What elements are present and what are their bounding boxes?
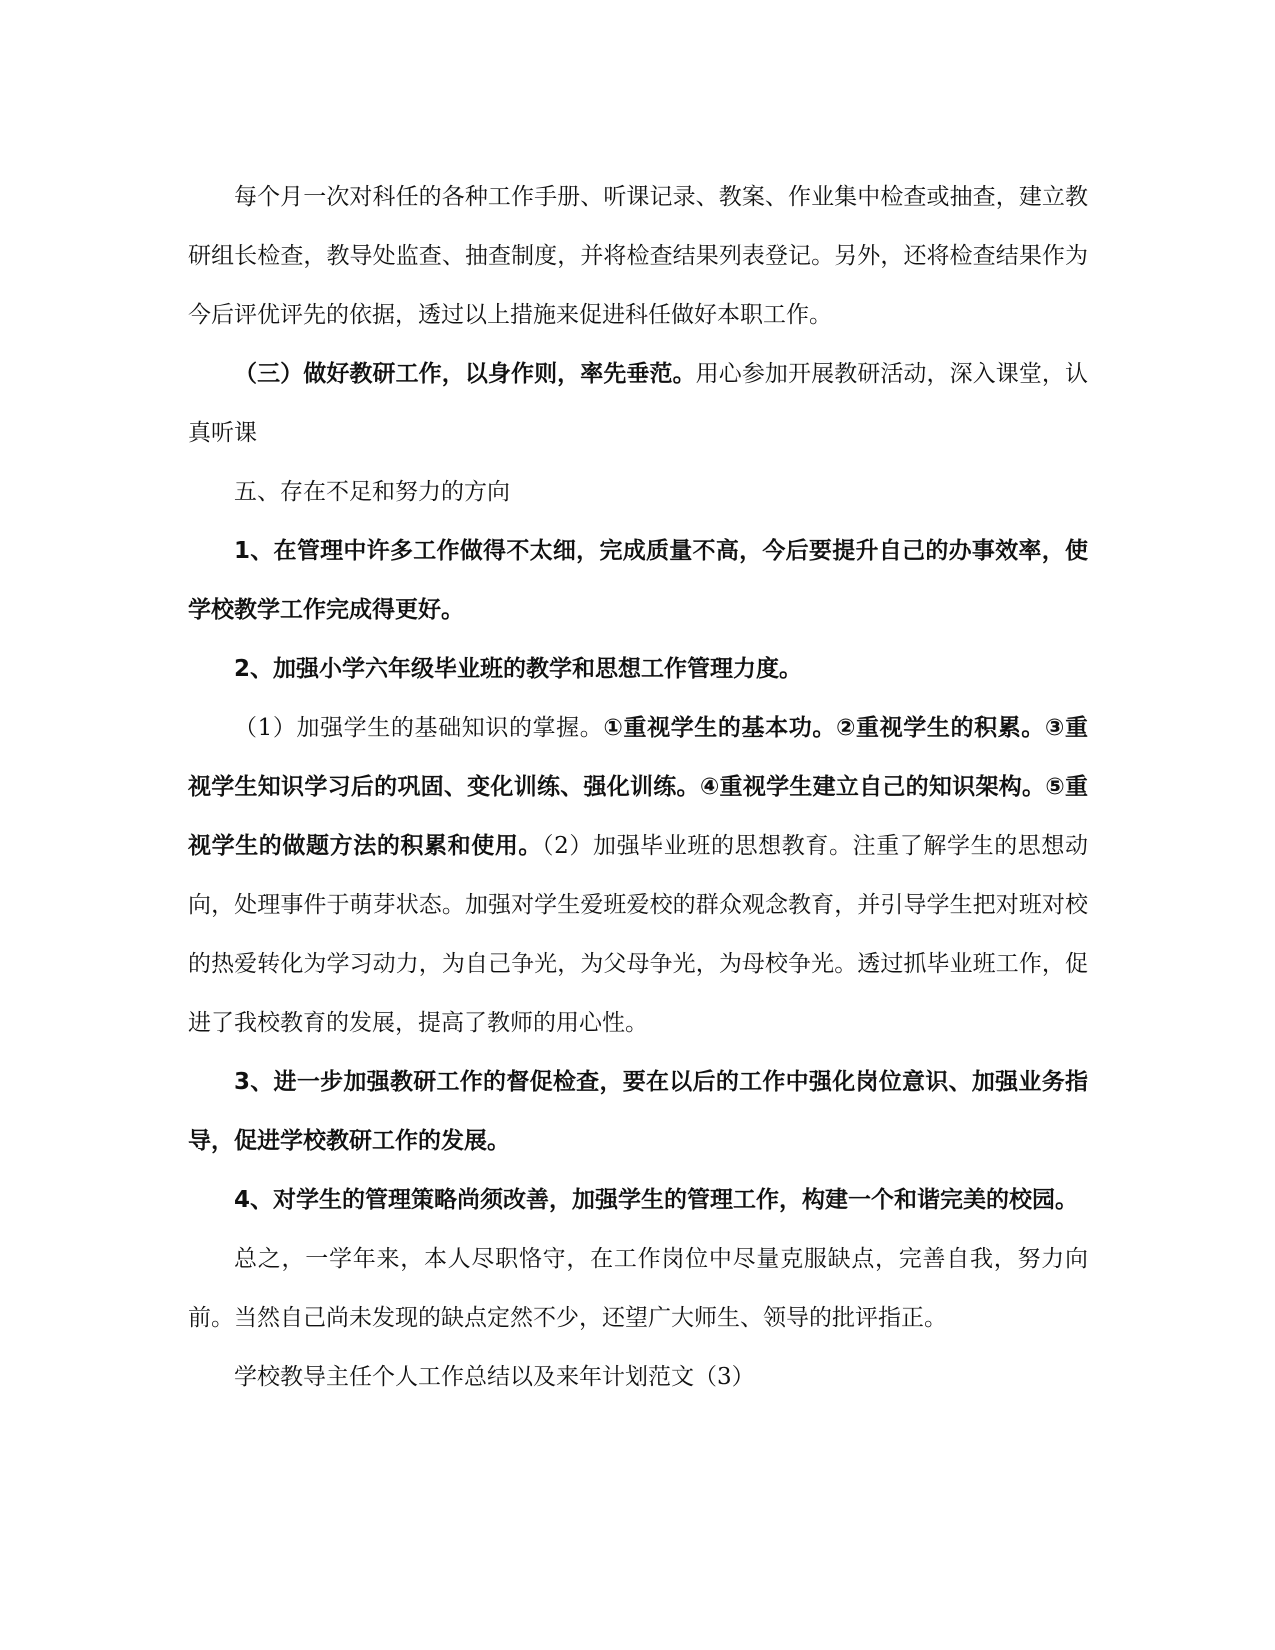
paragraph-teaching-research <box>188 345 1088 463</box>
document-body <box>188 168 1088 1407</box>
text-run: （1）加强学生的基础知识的掌握。 <box>234 715 604 741</box>
bold-text-run: 2、加强小学六年级毕业班的教学和思想工作管理力度。 <box>234 656 803 682</box>
text-run: 用心参加开展教研活动，深入课堂，认真听课 <box>188 361 1089 446</box>
text-run: 学校教导主任个人工作总结以及来年计划范文（3） <box>234 1364 755 1390</box>
paragraph-item-4 <box>188 1171 1088 1230</box>
paragraph-inspection <box>188 168 1088 345</box>
paragraph-item-2 <box>188 640 1088 699</box>
text-run: 总之，一学年来，本人尽职恪守，在工作岗位中尽量克服缺点，完善自我，努力向前。当然自己尚未发现的缺点定然不少，还望广大师生、领导的批评指正。 <box>188 1246 1088 1331</box>
section-heading-shortcomings <box>188 463 1088 522</box>
text-run: 五、存在不足和努力的方向 <box>234 479 510 505</box>
paragraph-item-2-details <box>188 699 1088 1053</box>
paragraph-item-3 <box>188 1053 1088 1171</box>
bold-text-run: 4、对学生的管理策略尚须改善，加强学生的管理工作，构建一个和谐完美的校园。 <box>234 1187 1079 1213</box>
bold-heading-run: （三）做好教研工作，以身作则，率先垂范。 <box>234 361 696 387</box>
paragraph-item-1 <box>188 522 1088 640</box>
text-run: （2）加强毕业班的思想教育。注重了解学生的思想动向，处理事件于萌芽状态。加强对学生爱班爱校的群众观念教育，并引导学生把对班对校的热爱转化为学习动力，为自己争光，为父母争光，为母校争光。透过抓毕业班工作，促进了我校教育的发展，提高了教师的用心性。 <box>188 833 1089 1036</box>
bold-text-run: ①重视学生的基本功。②重视学生的积累。③重视学生知识学习后的巩固、变化训练、强化训练。④重视学生建立自己的知识架构。⑤重视学生的做题方法的积累和使用。 <box>188 715 1088 859</box>
bold-text-run: 1、在管理中许多工作做得不太细，完成质量不高，今后要提升自己的办事效率，使学校教学工作完成得更好。 <box>188 538 1088 623</box>
paragraph-conclusion <box>188 1230 1088 1348</box>
bold-text-run: 3、进一步加强教研工作的督促检查，要在以后的工作中强化岗位意识、加强业务指导，促进学校教研工作的发展。 <box>188 1069 1088 1154</box>
paragraph-next-title <box>188 1348 1088 1407</box>
text-run: 每个月一次对科任的各种工作手册、听课记录、教案、作业集中检查或抽查，建立教研组长检查，教导处监查、抽查制度，并将检查结果列表登记。另外，还将检查结果作为今后评优评先的依据，透过以上措施来促进科任做好本职工作。 <box>188 184 1088 328</box>
